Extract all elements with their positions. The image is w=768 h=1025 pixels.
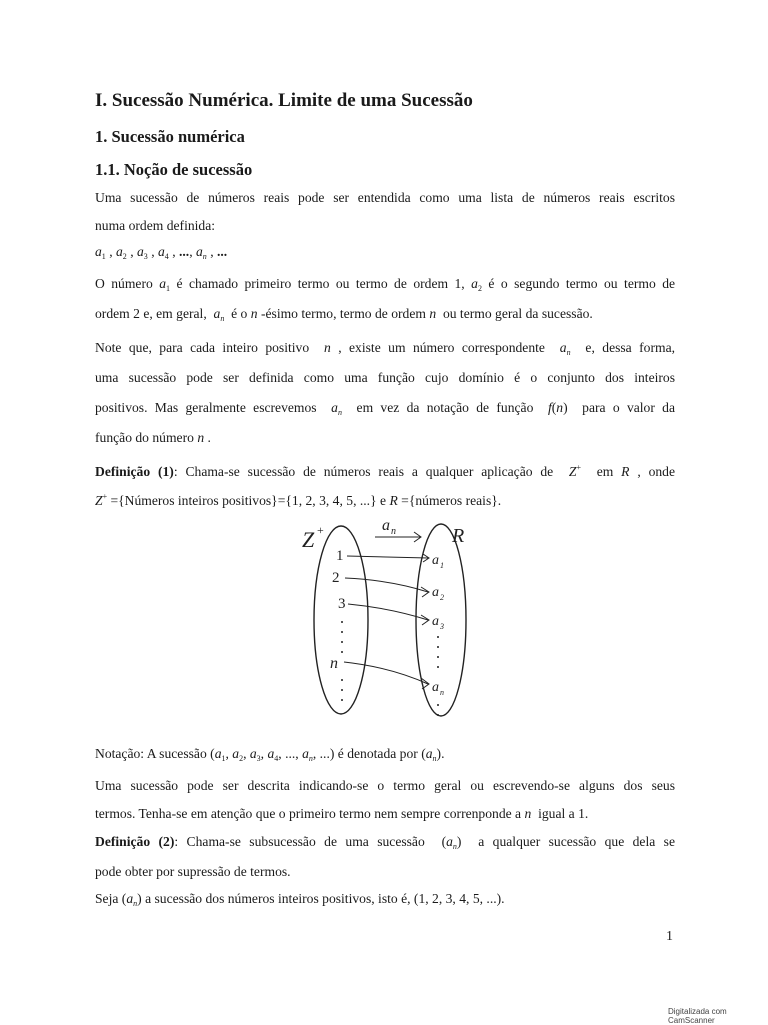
paragraph-note-line3: positivos. Mas geralmente escrevemos $a_n$ em vez da notação de função f(n) para o valor da [95, 400, 675, 417]
paragraph-note-line2: uma sucessão pode ser definida como uma função cujo domínio é o conjunto dos inteiros [95, 370, 675, 385]
domain-element-1: 1 [336, 548, 344, 564]
definition-1-line1: Definição (1): Chama-se sucessão de números reais a qualquer aplicação de Z+ em R , onde [95, 463, 676, 479]
codomain-element-a3-sub: 3 [440, 622, 444, 631]
domain-label: Z [302, 527, 315, 552]
codomain-element-a3: a [432, 614, 439, 629]
definition-1-line2: Z+ ={Números inteiros positivos}={1, 2, 3, 4, 5, ...} e R ={números reais}. [95, 492, 502, 508]
paragraph-description-line2: termos. Tenha-se em atenção que o primeiro termo nem sempre correnponde a n igual a 1. [95, 806, 589, 821]
sequence-mapping-diagram [290, 512, 490, 727]
codomain-element-an: a [432, 680, 439, 695]
page-number: 1 [666, 929, 673, 944]
codomain-element-a1-sub: 1 [440, 561, 444, 570]
codomain-label: R [452, 525, 465, 547]
paragraph-intro-line2: numa ordem definida: [95, 218, 216, 233]
paragraph-note-line4: função do número n . [95, 430, 211, 445]
example-line: Seja $(a_n)$ a sucessão dos números inteiros positivos, isto é, (1, 2, 3, 4, 5, ...). [95, 891, 505, 908]
paragraph-terms-line2: ordem 2 e, em geral, $a_n$ é o n -ésimo termo, termo de ordem n ou termo geral da sucessão. [95, 306, 593, 323]
codomain-element-a2-sub: 2 [440, 593, 444, 602]
scanner-watermark: Digitalizada com CamScanner [668, 1007, 727, 1025]
paragraph-description-line1: Uma sucessão pode ser descrita indicando-se o termo geral ou escrevendo-se alguns dos seus [95, 778, 675, 793]
notation-line: Notação: A sucessão ($a_1$, $a_2$, $a_3$, $a_4$, ..., $a_n$, ...) é denotada por $(a_n)$. [95, 746, 445, 763]
domain-plus: + [317, 523, 324, 537]
domain-dots [341, 621, 343, 701]
paragraph-terms-line1: O número $a_1$ é chamado primeiro termo ou termo de ordem 1, $a_2$ é o segundo termo ou termo de [95, 276, 676, 293]
paragraph-note-line1: Note que, para cada inteiro positivo n , existe um número correspondente $a_n$ e, dessa forma, [95, 340, 675, 357]
paragraph-intro-line1: Uma sucessão de números reais pode ser entendida como uma lista de números reais escritos [95, 190, 675, 205]
map-label-sub: n [391, 526, 396, 537]
codomain-element-an-sub: n [440, 688, 444, 697]
sequence-list: $a_1$ , $a_2$ , $a_3$ , $a_4$ , ..., $a_n$ , ... [95, 244, 228, 261]
domain-element-2: 2 [332, 570, 340, 586]
codomain-dots [437, 636, 439, 716]
subsection-heading: 1.1. Noção de sucessão [95, 160, 253, 179]
domain-element-n: n [330, 655, 338, 672]
map-label: a [382, 517, 390, 534]
codomain-element-a2: a [432, 585, 439, 600]
codomain-element-a1: a [432, 553, 439, 568]
section-heading: 1. Sucessão numérica [95, 127, 245, 146]
definition-2-line2: pode obter por supressão de termos. [95, 864, 291, 879]
page-title: I. Sucessão Numérica. Limite de uma Sucessão [95, 90, 473, 111]
domain-element-3: 3 [338, 596, 346, 612]
definition-2-line1: Definição (2): Chama-se subsucessão de uma sucessão $(a_n)$ a qualquer sucessão que dela se [95, 834, 676, 851]
